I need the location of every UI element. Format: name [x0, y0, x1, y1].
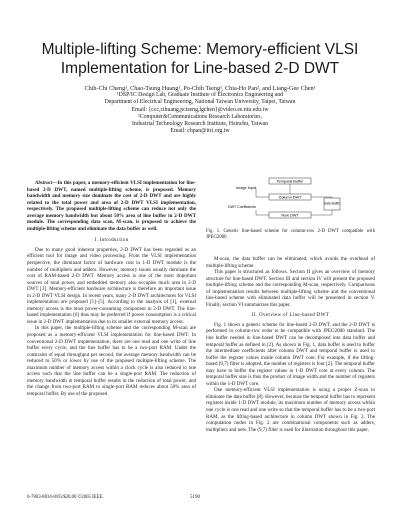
author-names: Chih-Chi Cheng¹, Chao-Tsung Huang¹, Po-Chih Tseng¹, Chia-Ho Pan², and Liang-Gee Chen¹: [84, 85, 316, 92]
title-line-1: Multiple-lifting Scheme: Memory-efficient VLSI: [41, 41, 359, 58]
left-column: [27, 180, 196, 398]
affiliation-line: ¹DSP/IC Design Lab, Graduate Institute of Electronics Engineering and: [116, 92, 284, 99]
abstract-text: —In this paper, a memory-efficient VLSI implementation for line-based 2-D DWT, named multiple-lifting scheme, is proposed. Memory bandwidth and memory size dominate the cost of 2-D DWT and are highly related to the total power and area of 2-D DWT VLSI implementation, respectively. The proposed multiple-lifting scheme can reduce not only the average memory bandwidth but about 50% area of line buffer in 2-D DWT module. The corresponding data scan, M-scan, is proposed to achieve the multiple-lifting scheme and eliminate the data buffer as well.: [27, 180, 196, 232]
paragraph: In this paper, the multiple-lifting scheme and the corresponding M-scan are proposed as a memory-efficient VLSI implementation for line-based DWT. In conventional 2-D DWT implementation, there are one read and one write of line buffer every cycle, and the line buffer has to be a two-port RAM. Under the constraint of equal throughput per second, the average memory bandwidth can be reduced to 50% or lower by use of the proposed multiple-lifting scheme. The maximum number of memory access within a clock cycle is also reduced to one access such that the line buffer can be a single-port RAM. The reduction of memory bandwidth in temporal buffer results in the reduction of total power, and the change from two-port RAM to single-port RAM reduces about 50% area of temporal buffer. By use of the proposed: [27, 325, 196, 397]
affiliation-email: Email: {ccc,cthuang,pctseng,lgchen}@video.ee.ntu.edu.tw: [131, 106, 269, 113]
data-buffer-label: Data Buffer: [323, 201, 341, 206]
page-number: 5190: [190, 495, 200, 500]
abstract-label: Abstract: [35, 180, 53, 186]
column-dwt-label: Column DWT: [278, 195, 302, 200]
figure-1-caption: Fig. 1. Generic line-based scheme for column-row 2-D DWT compatible with JPEG2000: [206, 229, 375, 240]
paragraph: Due to many good inherent properties, 2-D DWT has been regarded as an efficient tool for image and video processing. From the VLSI implementation perspective, the dominant factor of hardware cost in 1-D DWT module is the number of multipliers and adders. However, memory issues usually dominate the cost of RAM-based 2-D DWT. Memory access is one of the most important sources of total power, and embedded memory also occupies much area in 2-D DWT [1]. Memory-efficient hardware architecture is therefore an important issue in 2-D DWT VLSI design. In recent years, many 2-D DWT architectures for VLSI implementation are proposed [1]–[5]. According to the analysis of [1], external memory access is the most power-consuming component in 2-D DWT. The line-based implementation [6] thus may be preferred if power consumption is a critical issue in 2-D DWT implementation due to its smaller external memory access.: [27, 246, 196, 325]
paragraph: This paper is structured as follows. Section II gives an overview of memory structure for line-based DWT. Section III and section IV will present the proposed multiple-lifting scheme and the corresponding M-scan, respectively. Comparisons of implementation results between multiple-lifting scheme and the conventional line-based scheme with eliminated data buffer will be presented in section V. Finally, section VI summarizes this paper.: [206, 269, 375, 308]
affiliation-line: ²Computer&Communications Research Laboratories,: [138, 113, 262, 120]
row-dwt-label: Row DWT: [281, 213, 299, 218]
image-input-label: Image Input: [236, 186, 257, 190]
paragraph: Fig. 1 shows a generic scheme for line-based 2-D DWT, and the 2-D DWT is performed in column-row order to be compatible with JPEG2000 standard. The line buffer needed in line-based DWT can be decomposed into data buffer and temporal buffer as defined in [2]. As shown in Fig. 1, data buffer is used to buffer the intermediate coefficients after column DWT and temporal buffer is used to buffer the register values inside column DWT core. For example, if the lifting-based (9,7) filter is adopted, the number of registers is four [2]. The temporal buffer may have to buffer the register values in 1-D DWT core at every column. The temporal buffer size is thus the product of image width and the number of registers within the 1-D DWT core.: [206, 321, 375, 387]
right-column: [206, 256, 375, 433]
paper-title: [20, 40, 380, 78]
title-line-2: Implementation for Line-based 2-D DWT: [60, 60, 340, 77]
affiliation-line: Industrial Technology Research Institute, Hsinchu, Taiwan: [132, 121, 268, 128]
paragraph: M-scan, the data buffer can be eliminated, which avoids the overhead of multiple-lifting scheme.: [206, 256, 375, 269]
figure-1-diagram: [206, 176, 375, 226]
paragraph: One memory-efficient VLSI implementation is using a proper Z-scan to eliminate the data buffer [8]. However, because the temporal buffer has to represent registers inside 1-D DWT module, its maximum number of memory access within one cycle is one read and one write so that the temporal buffer has to be a two-port RAM, as the lifting-based architecture in column DWT shown in Fig. 2. The computation nodes in Fig. 2 are combinational components such as adders, multipliers and nets. The (9,7) filter is used for illustration throughout this paper.: [206, 387, 375, 433]
affiliation-email: Email: chpan@itri.org.tw: [170, 128, 230, 135]
footer-copyright: 0-7803-8834-8/05/$20.00 ©2005 IEEE.: [27, 495, 104, 500]
section-heading-introduction: I. Introduction: [94, 237, 129, 244]
section-heading-overview: II. Overview of Line-based DWT: [251, 312, 330, 319]
author-block: [20, 85, 380, 135]
dwt-coefficients-label: DWT Coefficients: [228, 205, 256, 209]
abstract: [27, 180, 196, 232]
affiliation-line: Department of Electrical Engineering, National Taiwan University, Taipei, Taiwan: [104, 99, 296, 106]
temporal-buffer-label: Temporal Buffer: [276, 179, 304, 184]
